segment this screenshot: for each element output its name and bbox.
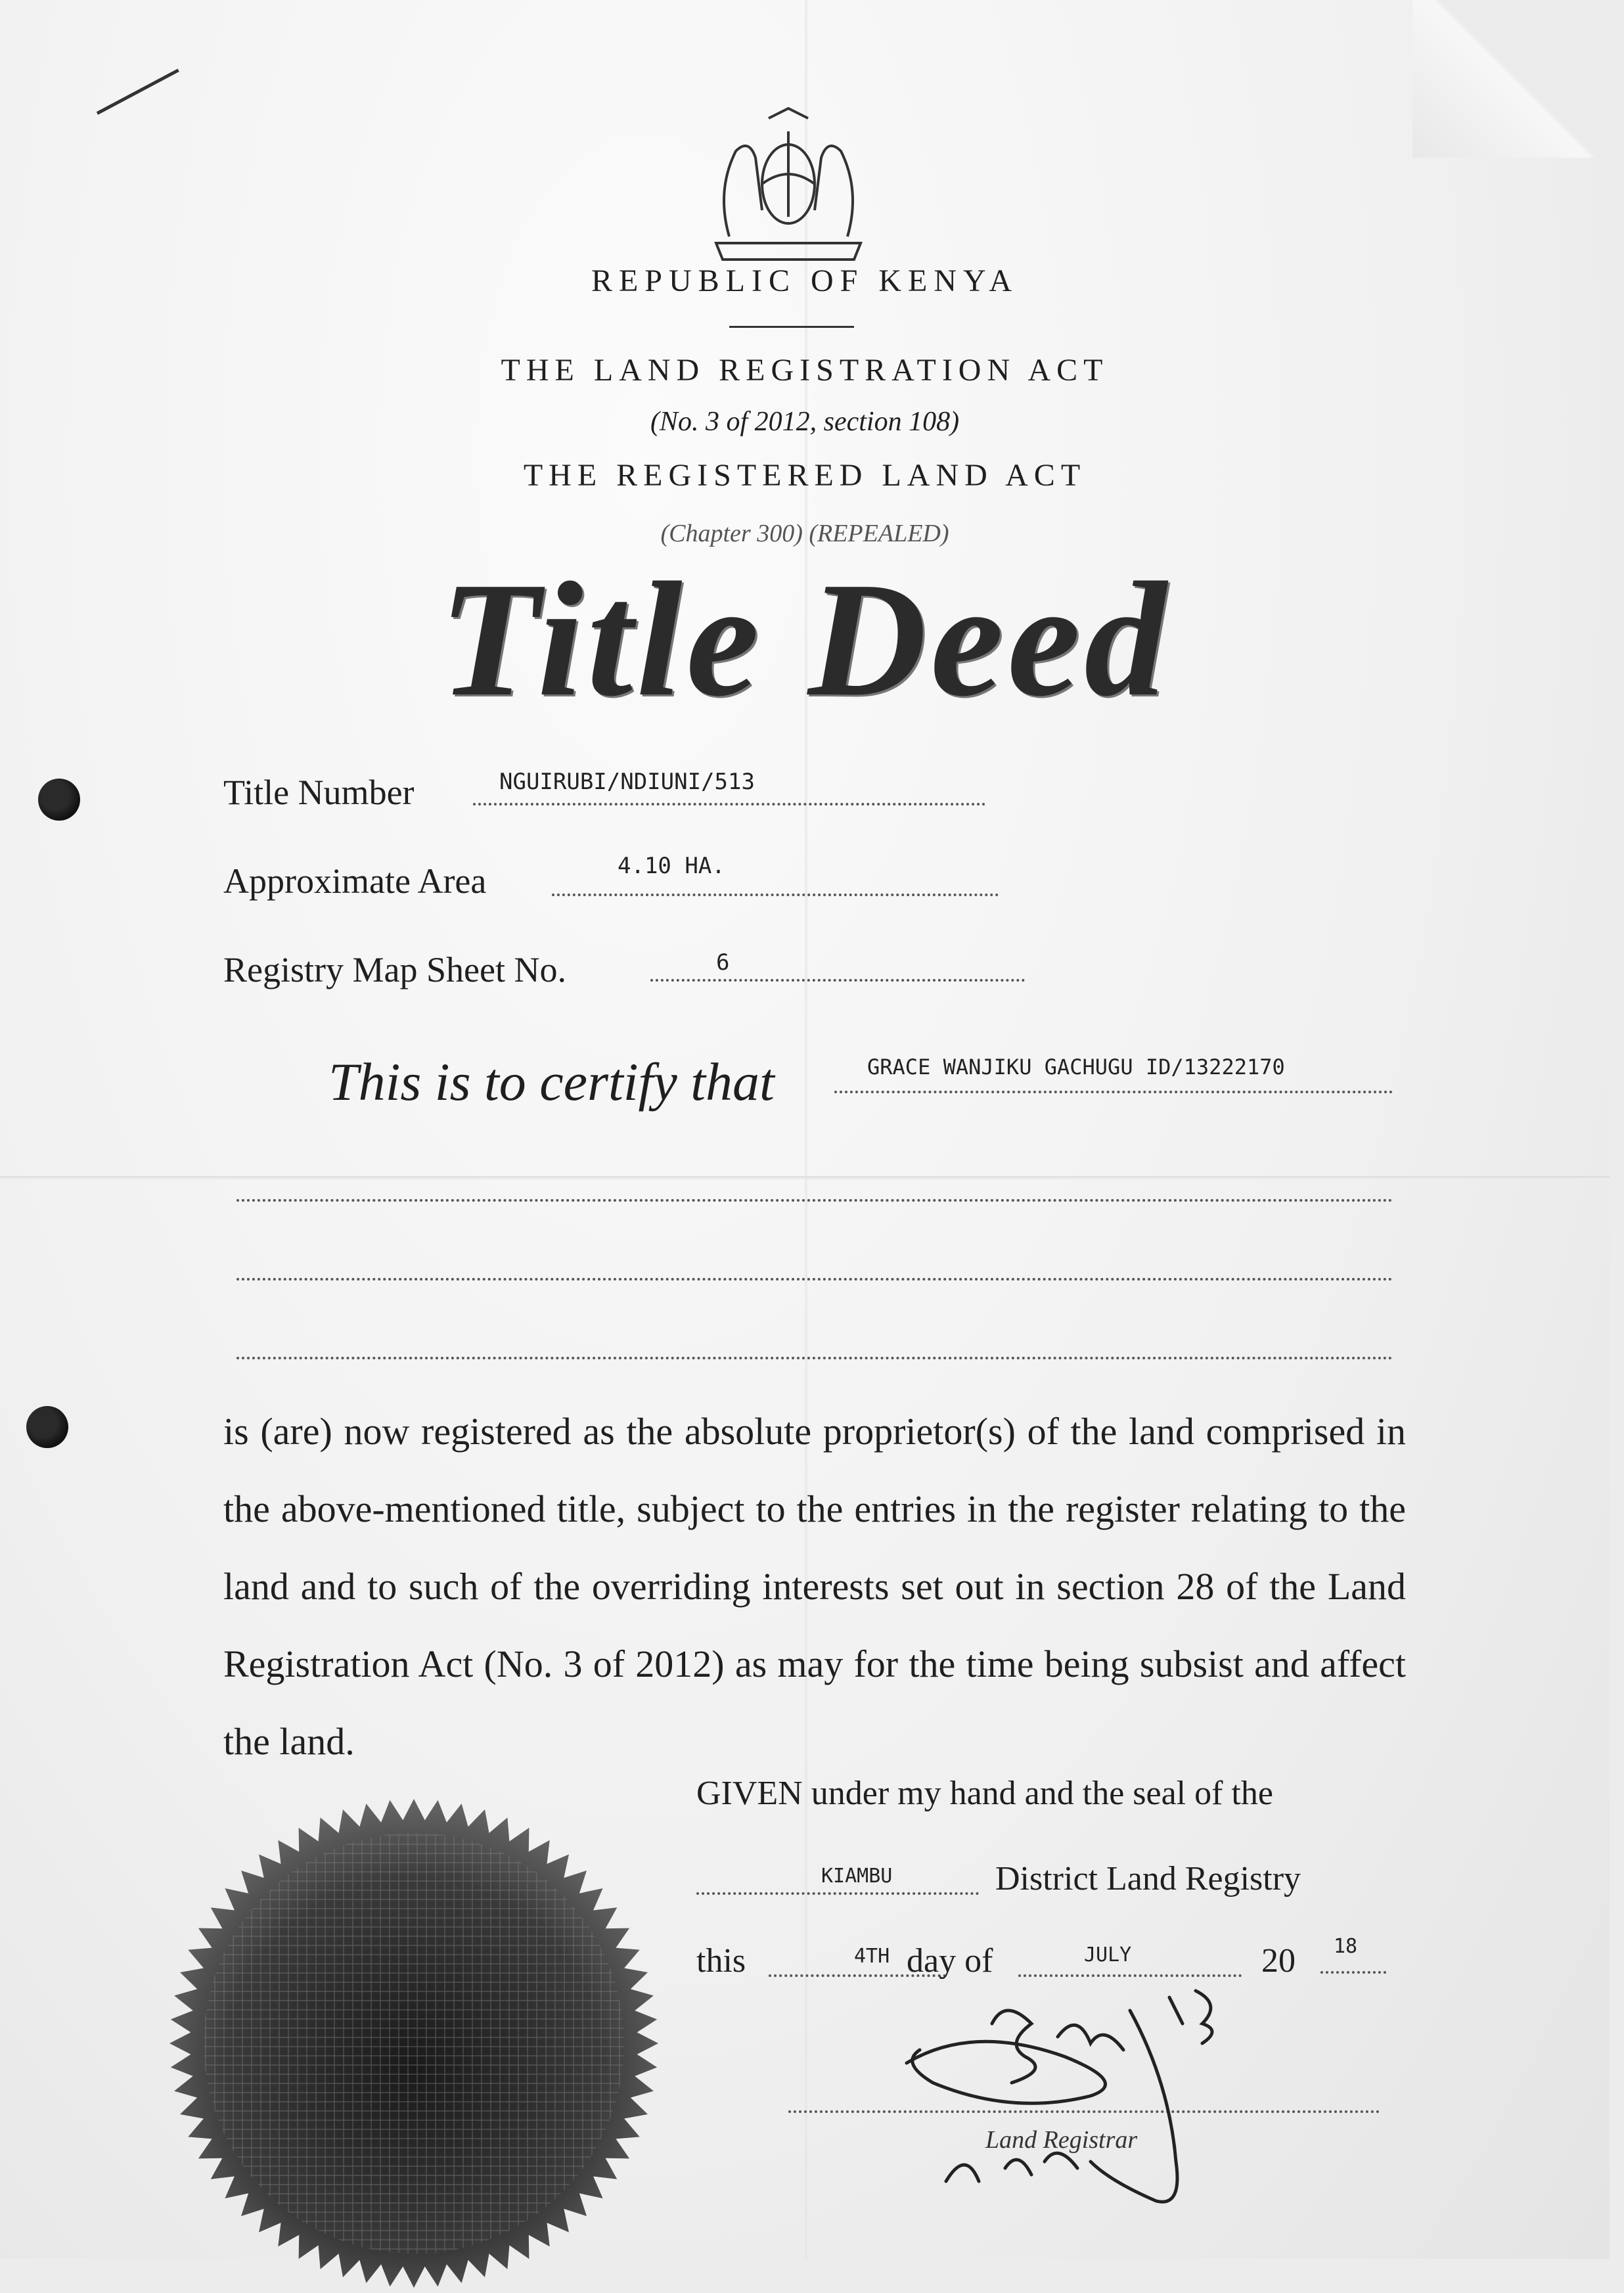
registration-statement: is (are) now registered as the absolute proprietor(s) of the land comprised in the above-mentioned title, subject to the entries in the register relating to the land and to such of the overriding interests set out in section 28 of the Land Registration Act (No. 3 of 2012) as may for the time being subsist and affect the land. (223, 1410, 1406, 1763)
registry-map-sheet-label: Registry Map Sheet No. (223, 950, 566, 989)
day-value: 4TH (854, 1945, 890, 1968)
registrar-role: Land Registrar (985, 2126, 1138, 2154)
registry-line (696, 1892, 979, 1895)
registrar-signature-mark (893, 1984, 1261, 2221)
vertical-fold (805, 0, 807, 2259)
registry-map-sheet-value: 6 (716, 949, 730, 976)
title-number-value: NGUIRUBI/NDIUNI/513 (499, 769, 755, 795)
certify-lead: This is to certify that (328, 1052, 775, 1112)
coat-of-arms-emblem (690, 105, 887, 269)
this-label: this (696, 1942, 746, 1980)
proprietor-value: GRACE WANJIKU GACHUGU ID/13222170 (867, 1055, 1285, 1079)
registry-label: District Land Registry (995, 1860, 1301, 1897)
seal-texture (204, 1833, 624, 2254)
registered-land-act-reference: (Chapter 300) (REPEALED) (660, 520, 949, 547)
approximate-area-line (552, 894, 999, 896)
approximate-area-value: 4.10 HA. (618, 853, 725, 879)
year-value: 18 (1334, 1935, 1358, 1958)
registry-map-sheet-line (650, 979, 1025, 982)
land-registration-act-reference: (No. 3 of 2012, section 108) (650, 407, 960, 437)
staple-mark (97, 69, 179, 115)
folded-corner (1412, 0, 1610, 158)
proprietor-line-3 (237, 1278, 1393, 1281)
document-title: Title Deed (439, 549, 1171, 731)
proprietor-line-4 (237, 1357, 1393, 1359)
approximate-area-label: Approximate Area (223, 861, 487, 901)
proprietor-line-2 (237, 1199, 1393, 1202)
official-seal (164, 1794, 664, 2293)
republic-heading: REPUBLIC OF KENYA (591, 263, 1019, 298)
proprietor-line-1 (834, 1091, 1393, 1093)
title-number-label: Title Number (223, 773, 415, 812)
registered-land-act-heading: THE REGISTERED LAND ACT (523, 458, 1087, 493)
year-line (1320, 1971, 1386, 1974)
day-of-label: day of (907, 1942, 993, 1980)
month-value: JULY (1084, 1943, 1132, 1966)
month-line (1018, 1974, 1242, 1977)
land-registration-act-heading: THE LAND REGISTRATION ACT (501, 353, 1109, 388)
heading-rule (729, 326, 854, 328)
registry-value: KIAMBU (821, 1865, 893, 1888)
title-number-line (473, 803, 985, 806)
punch-hole-bottom (26, 1406, 68, 1448)
year-prefix: 20 (1261, 1942, 1296, 1980)
punch-hole-top (38, 779, 80, 821)
given-line: GIVEN under my hand and the seal of the (696, 1775, 1273, 1812)
